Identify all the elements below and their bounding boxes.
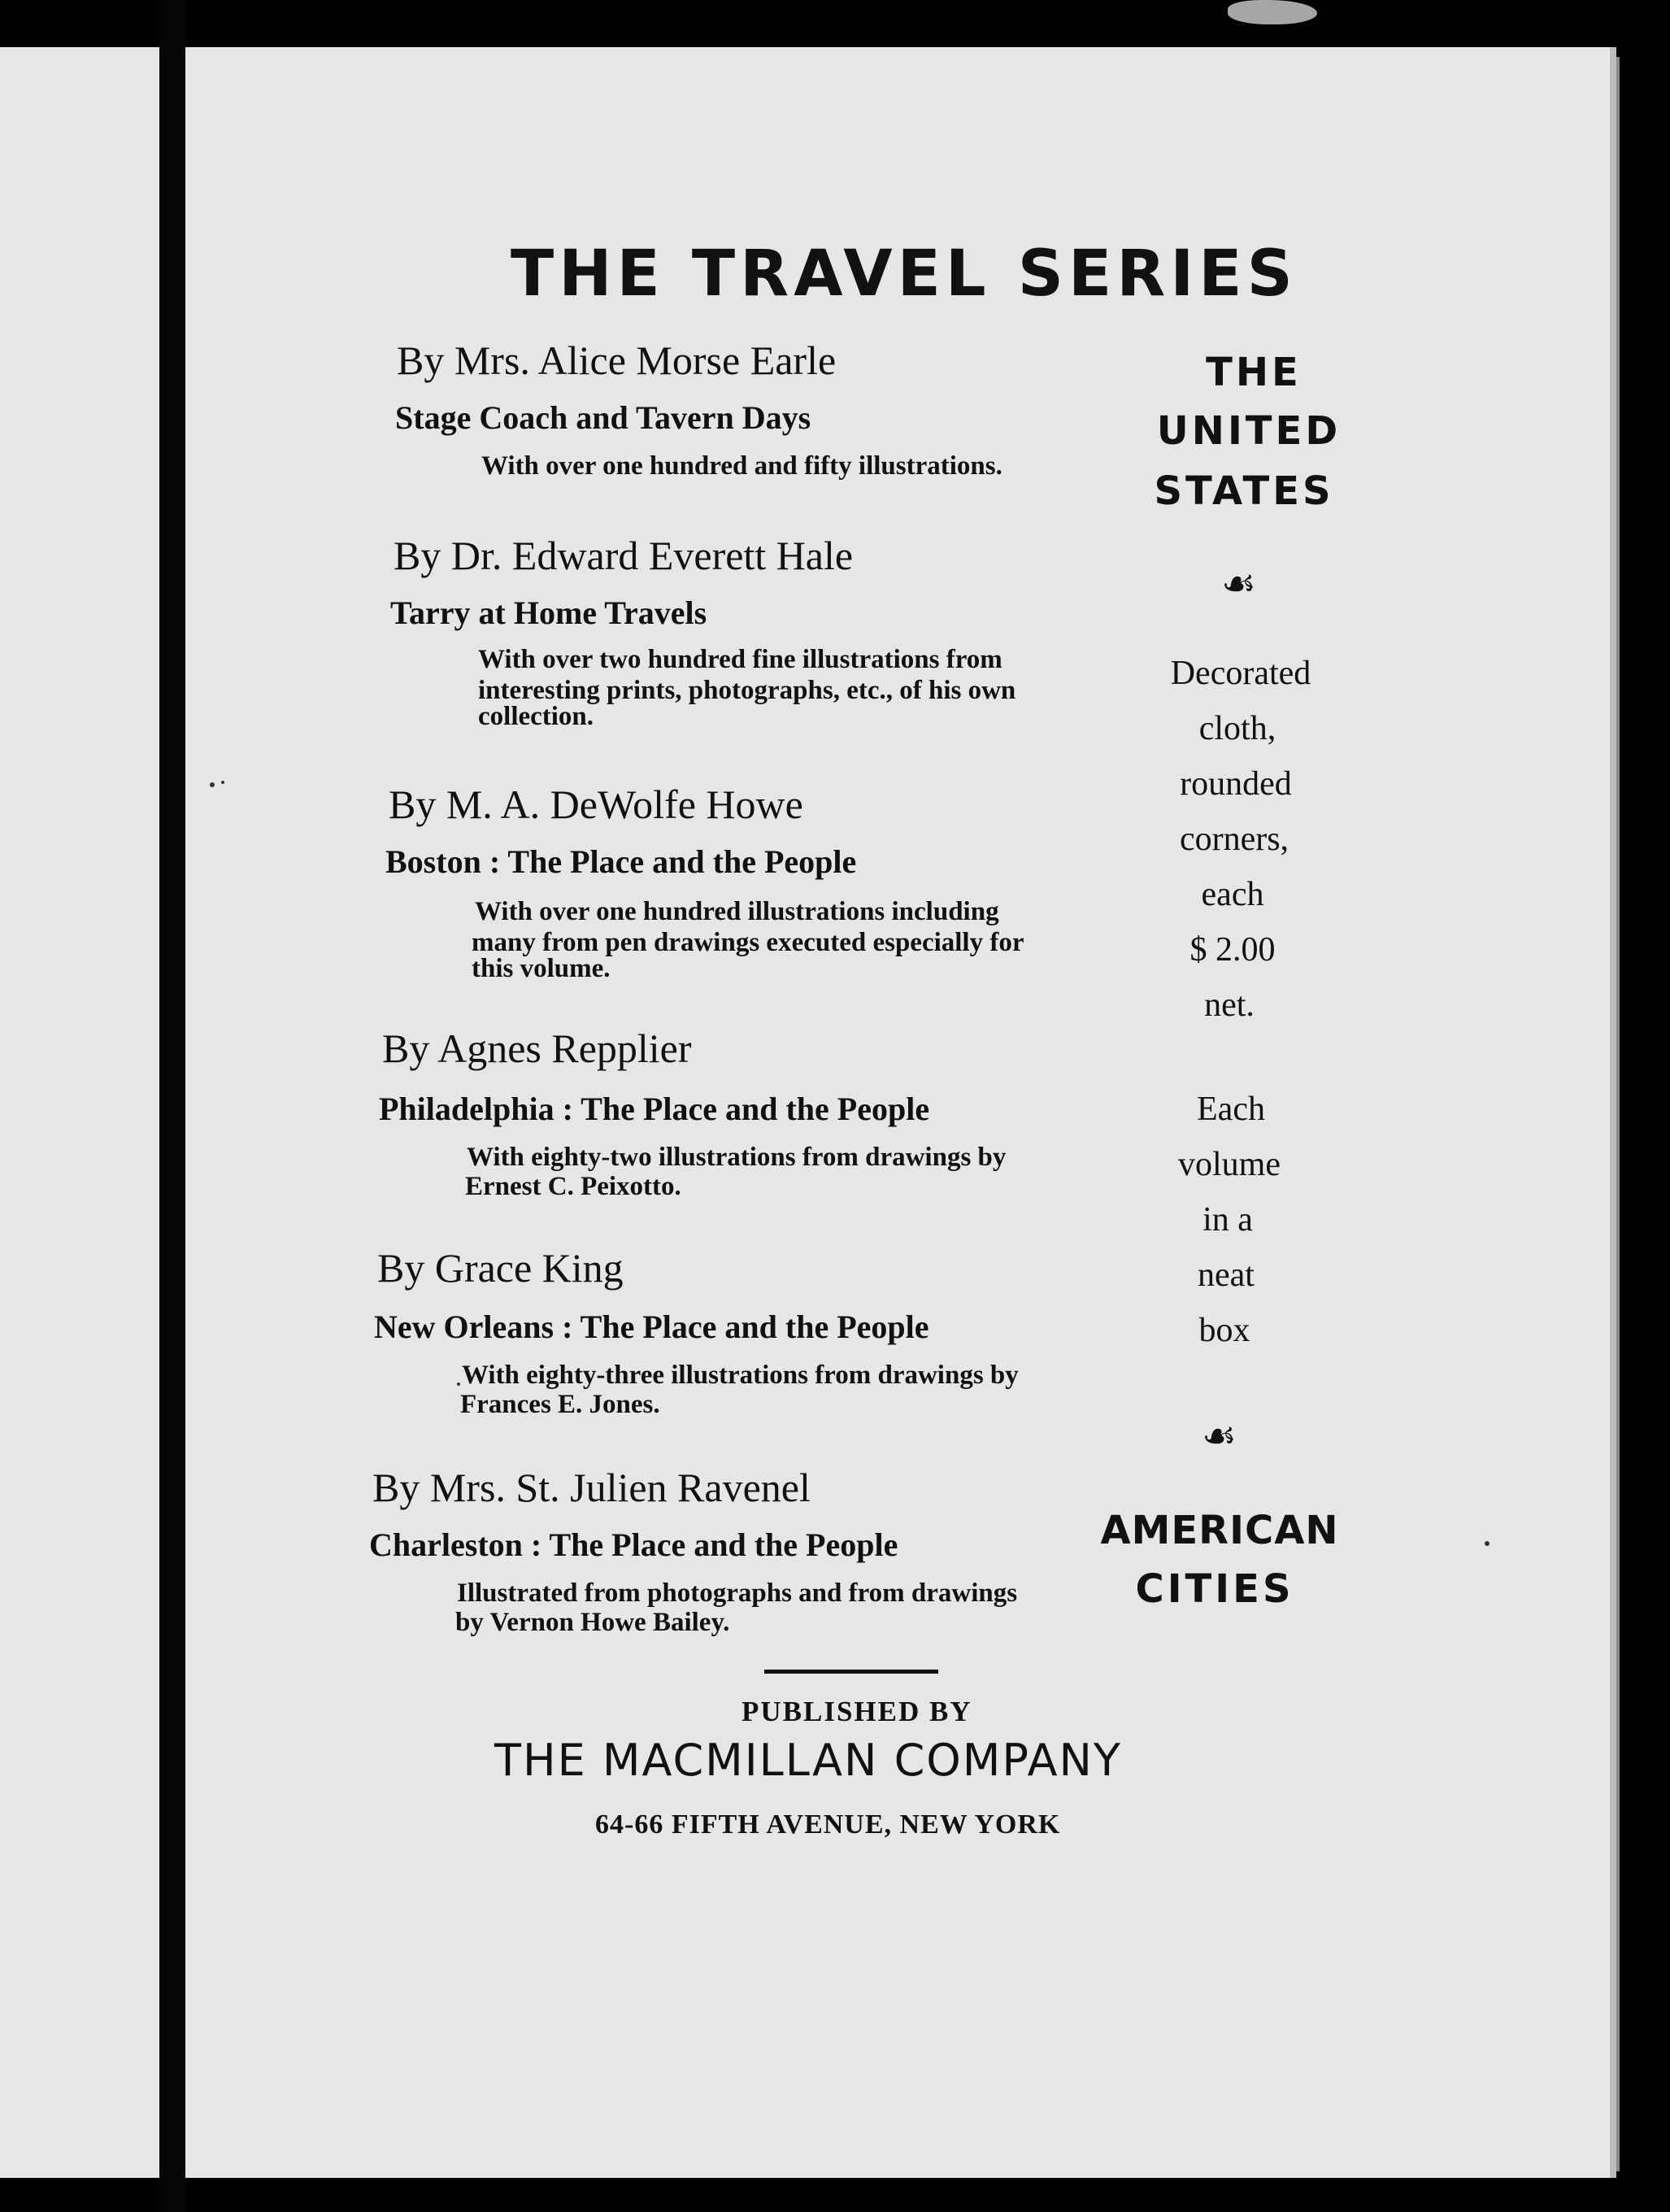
entry-author: By Mrs. St. Julien Ravenel — [372, 1465, 811, 1510]
sidebar-heading: AMERICAN — [1100, 1508, 1339, 1553]
entry-description: many from pen drawings executed especially for — [472, 928, 1024, 957]
entry-author: By Mrs. Alice Morse Earle — [397, 337, 837, 383]
entry-description: this volume. — [472, 954, 611, 983]
scan-speck — [457, 1382, 460, 1386]
book-gutter — [159, 0, 185, 2212]
sidebar-binding-text: cloth, — [1198, 710, 1276, 747]
publisher-name: THE MACMILLAN COMPANY — [494, 1735, 1122, 1786]
facing-page-edge — [0, 47, 159, 2178]
entry-book-title: Tarry at Home Travels — [390, 594, 707, 631]
entry-author: By Agnes Repplier — [382, 1025, 692, 1071]
entry-description: Ernest C. Peixotto. — [465, 1172, 681, 1201]
sidebar-box-text: in a — [1202, 1201, 1253, 1239]
scan-artifact — [1228, 0, 1317, 24]
entry-description: Illustrated from photographs and from drawings — [457, 1578, 1018, 1608]
entry-book-title: Charleston : The Place and the People — [369, 1526, 898, 1563]
entry-description: With over one hundred illustrations including — [475, 897, 999, 926]
entry-description: collection. — [478, 702, 594, 731]
sidebar-box-text: neat — [1198, 1256, 1255, 1294]
sidebar-binding-text: Decorated — [1170, 655, 1311, 692]
entry-author: By M. A. DeWolfe Howe — [389, 782, 803, 827]
sidebar-heading: UNITED — [1156, 408, 1342, 454]
entry-description: With over one hundred and fifty illustrations. — [481, 451, 1002, 481]
entry-description: With over two hundred fine illustrations from — [478, 645, 1002, 674]
sidebar-binding-text: each — [1201, 876, 1264, 913]
page-edge-line — [1616, 57, 1620, 2171]
sidebar-box-text: box — [1198, 1312, 1250, 1349]
hand-ornament-icon: ☙ — [1221, 561, 1257, 607]
divider-rule — [764, 1670, 938, 1674]
sidebar-heading: THE — [1206, 350, 1302, 395]
entry-description: With eighty-three illustrations from drawings by — [462, 1361, 1019, 1390]
sidebar-box-text: Each — [1197, 1091, 1265, 1128]
scan-speck — [221, 781, 224, 784]
scan-speck — [1485, 1541, 1490, 1546]
entry-book-title: Philadelphia : The Place and the People — [379, 1091, 930, 1127]
entry-book-title: New Orleans : The Place and the People — [374, 1308, 929, 1345]
hand-ornament-icon: ☙ — [1202, 1413, 1237, 1459]
page-edge-shadow — [1610, 47, 1616, 2178]
scan-speck — [210, 782, 215, 787]
entry-author: By Dr. Edward Everett Hale — [394, 533, 854, 578]
published-by-label: PUBLISHED BY — [741, 1696, 972, 1727]
page-title: THE TRAVEL SERIES — [511, 237, 1298, 311]
entry-description: With eighty-two illustrations from drawings by — [467, 1143, 1007, 1172]
entry-description: interesting prints, photographs, etc., of his own — [478, 676, 1016, 705]
entry-description: by Vernon Howe Bailey. — [455, 1608, 730, 1637]
sidebar-price: $ 2.00 — [1189, 931, 1276, 969]
sidebar-heading: CITIES — [1135, 1566, 1294, 1612]
sidebar-box-text: volume — [1178, 1146, 1281, 1183]
entry-book-title: Boston : The Place and the People — [385, 843, 857, 880]
sidebar-heading: STATES — [1154, 468, 1334, 514]
entry-author: By Grace King — [377, 1245, 624, 1291]
sidebar-binding-text: corners, — [1179, 821, 1289, 858]
sidebar-binding-text: net. — [1204, 986, 1255, 1024]
publisher-address: 64-66 FIFTH AVENUE, NEW YORK — [595, 1809, 1061, 1840]
sidebar-binding-text: rounded — [1180, 765, 1292, 803]
entry-description: Frances E. Jones. — [460, 1390, 660, 1419]
entry-book-title: Stage Coach and Tavern Days — [395, 399, 811, 436]
